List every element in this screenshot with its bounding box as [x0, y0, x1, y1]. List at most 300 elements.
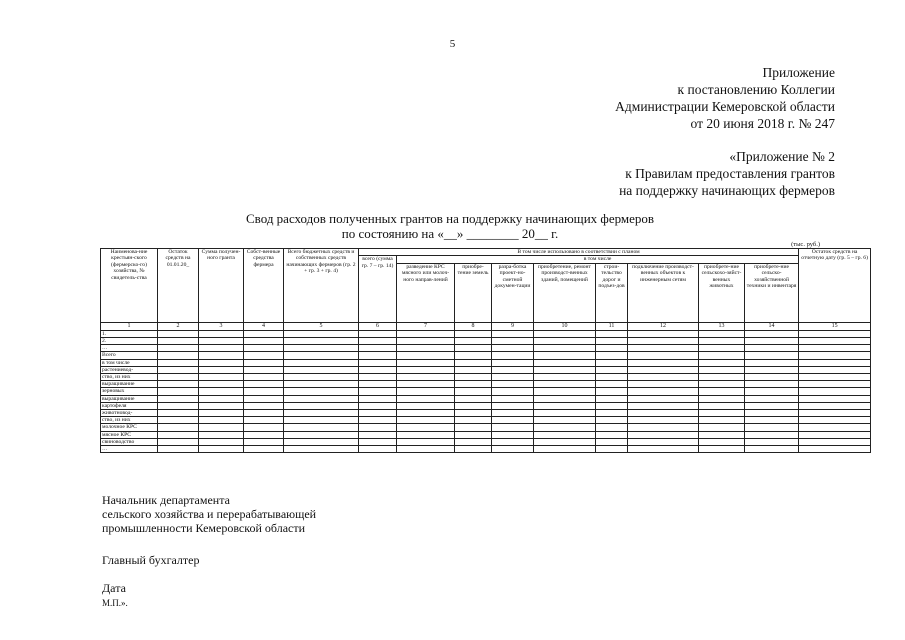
row-label: выращивание — [101, 395, 158, 402]
table-cell — [244, 431, 284, 438]
table-row — [101, 438, 871, 445]
table-cell — [596, 410, 628, 417]
table-cell — [699, 438, 745, 445]
table-cell — [799, 330, 871, 337]
column-number: 7 — [397, 322, 455, 330]
col-header-name: Наименова-ние крестьян-ского (фермерско-го) хозяйства, № свидетель-ства — [101, 249, 158, 323]
table-header-row — [101, 249, 871, 256]
table-cell — [745, 330, 799, 337]
table-cell — [397, 338, 455, 345]
column-number: 4 — [244, 322, 284, 330]
column-number: 9 — [492, 322, 534, 330]
table-cell — [699, 352, 745, 359]
table-row — [101, 395, 871, 402]
table-row — [101, 330, 871, 337]
sub-header-design: разра-ботка проект-но-сметной докумен-тации — [492, 263, 534, 322]
table-row — [101, 402, 871, 409]
table-cell — [628, 424, 699, 431]
table-cell — [158, 410, 199, 417]
table-cell — [699, 424, 745, 431]
table-cell — [284, 431, 359, 438]
table-cell — [199, 424, 244, 431]
table-cell — [455, 438, 492, 445]
table-cell — [596, 359, 628, 366]
table-cell — [596, 366, 628, 373]
table-cell — [455, 417, 492, 424]
table-cell — [158, 395, 199, 402]
table-cell — [397, 438, 455, 445]
table-cell — [455, 338, 492, 345]
table-cell — [199, 359, 244, 366]
row-label: мясное КРС — [101, 431, 158, 438]
table-cell — [799, 446, 871, 453]
table-cell — [359, 359, 397, 366]
table-cell — [628, 431, 699, 438]
column-number-row — [101, 322, 871, 330]
table-cell — [397, 352, 455, 359]
table-cell — [244, 417, 284, 424]
table-cell — [534, 395, 596, 402]
sub-header-cattle: разведение КРС мясного или молоч-ного направ-лений — [397, 263, 455, 322]
table-cell — [455, 366, 492, 373]
table-cell — [199, 395, 244, 402]
table-cell — [284, 381, 359, 388]
table-cell — [799, 395, 871, 402]
table-cell — [628, 330, 699, 337]
table-cell — [799, 388, 871, 395]
table-cell — [699, 381, 745, 388]
appendix-header — [475, 64, 835, 132]
table-cell — [158, 374, 199, 381]
table-cell — [455, 431, 492, 438]
table-cell — [158, 359, 199, 366]
head-title-line: промышленности Кемеровской области — [102, 521, 306, 535]
table-cell — [745, 410, 799, 417]
table-cell — [534, 424, 596, 431]
table-cell — [158, 381, 199, 388]
title-line-2: по состоянию на «__» ________ 20__ г. — [341, 226, 559, 241]
table-row — [101, 417, 871, 424]
col-header-total-funds: Всего бюджетных средств и собственных средств начинающих фермеров (гр. 2 + гр. 3 + гр. 4) — [284, 249, 359, 323]
table-cell — [745, 446, 799, 453]
table-cell — [596, 338, 628, 345]
table-cell — [397, 410, 455, 417]
table-cell — [284, 410, 359, 417]
table-cell — [284, 388, 359, 395]
table-cell — [534, 345, 596, 352]
table-cell — [158, 330, 199, 337]
table-cell — [158, 345, 199, 352]
table-cell — [492, 345, 534, 352]
row-label: 2. — [101, 338, 158, 345]
sub-header-machinery: приобрете-ние сельско-хозяйственной техники и инвентаря — [745, 263, 799, 322]
table-cell — [158, 438, 199, 445]
table-cell — [699, 402, 745, 409]
table-cell — [492, 402, 534, 409]
table-row — [101, 345, 871, 352]
table-cell — [799, 410, 871, 417]
table-cell — [596, 417, 628, 424]
table-cell — [745, 345, 799, 352]
table-cell — [284, 402, 359, 409]
table-cell — [745, 352, 799, 359]
subgroup-header: в том числе — [397, 256, 799, 263]
table-cell — [492, 431, 534, 438]
table-cell — [745, 359, 799, 366]
table-cell — [628, 345, 699, 352]
table-cell — [799, 352, 871, 359]
table-cell — [534, 417, 596, 424]
table-cell — [628, 359, 699, 366]
table-cell — [492, 381, 534, 388]
table-cell — [455, 330, 492, 337]
appendix-2-header — [475, 148, 835, 199]
table-cell — [799, 417, 871, 424]
sub-header-utilities: подключение производст-венных объектов к инженерным сетям — [628, 263, 699, 322]
table-cell — [359, 402, 397, 409]
table-cell — [244, 388, 284, 395]
table-cell — [359, 395, 397, 402]
table-cell — [534, 446, 596, 453]
table-cell — [628, 446, 699, 453]
date-label: Дата — [102, 581, 126, 595]
table-cell — [199, 402, 244, 409]
column-number: 3 — [199, 322, 244, 330]
table-cell — [397, 388, 455, 395]
table-cell — [799, 374, 871, 381]
table-cell — [284, 446, 359, 453]
table-cell — [359, 431, 397, 438]
table-cell — [745, 366, 799, 373]
table-cell — [284, 438, 359, 445]
table-cell — [397, 381, 455, 388]
table-cell — [359, 438, 397, 445]
table-cell — [628, 395, 699, 402]
table-cell — [397, 402, 455, 409]
head-title-line: Начальник департамента — [102, 493, 230, 507]
table-cell — [455, 381, 492, 388]
table-cell — [492, 338, 534, 345]
column-number: 2 — [158, 322, 199, 330]
table-cell — [492, 438, 534, 445]
sub-header-land: приобре-тение земель — [455, 263, 492, 322]
table-cell — [534, 374, 596, 381]
column-number: 14 — [745, 322, 799, 330]
expense-table — [100, 248, 871, 453]
table-cell — [534, 338, 596, 345]
table-cell — [455, 410, 492, 417]
table-cell — [359, 446, 397, 453]
row-label: молочное КРС — [101, 424, 158, 431]
table-cell — [492, 330, 534, 337]
table-cell — [699, 338, 745, 345]
table-row — [101, 424, 871, 431]
table-cell — [397, 345, 455, 352]
table-cell — [628, 417, 699, 424]
table-cell — [492, 417, 534, 424]
table-cell — [199, 366, 244, 373]
table-cell — [397, 395, 455, 402]
col-header-closing-balance: Остаток средств на отчетную дату (гр. 5 – гр. 6) — [799, 249, 871, 323]
table-cell — [799, 402, 871, 409]
table-cell — [158, 424, 199, 431]
table-cell — [699, 374, 745, 381]
table-cell — [699, 345, 745, 352]
appendix-2-line: «Приложение № 2 — [729, 149, 835, 164]
table-cell — [158, 352, 199, 359]
table-cell — [284, 366, 359, 373]
table-cell — [492, 388, 534, 395]
table-cell — [359, 366, 397, 373]
table-cell — [284, 330, 359, 337]
table-row — [101, 410, 871, 417]
table-cell — [455, 424, 492, 431]
column-number: 10 — [534, 322, 596, 330]
sub-header-total: всего (сумма гр. 7 – гр. 14) — [359, 256, 397, 322]
table-cell — [199, 330, 244, 337]
page-number: 5 — [449, 38, 456, 50]
table-cell — [199, 446, 244, 453]
table-cell — [455, 345, 492, 352]
table-cell — [534, 359, 596, 366]
row-label: зерновых — [101, 388, 158, 395]
table-cell — [699, 388, 745, 395]
table-cell — [534, 352, 596, 359]
table-cell — [492, 366, 534, 373]
table-cell — [628, 381, 699, 388]
group-header-used: В том числе использовано в соответствии с планом — [359, 249, 799, 256]
table-cell — [628, 388, 699, 395]
table-cell — [244, 352, 284, 359]
table-cell — [745, 338, 799, 345]
table-cell — [745, 381, 799, 388]
table-cell — [799, 366, 871, 373]
table-cell — [745, 438, 799, 445]
table-cell — [158, 446, 199, 453]
table-cell — [244, 410, 284, 417]
table-cell — [799, 381, 871, 388]
table-cell — [492, 395, 534, 402]
appendix-2-line: к Правилам предоставления грантов — [625, 166, 835, 181]
table-cell — [745, 395, 799, 402]
table-cell — [397, 424, 455, 431]
table-cell — [244, 395, 284, 402]
row-label: растениевод- — [101, 366, 158, 373]
table-cell — [455, 359, 492, 366]
table-cell — [158, 417, 199, 424]
table-row — [101, 381, 871, 388]
table-cell — [799, 438, 871, 445]
table-cell — [359, 424, 397, 431]
row-label: выращивание — [101, 381, 158, 388]
table-cell — [534, 402, 596, 409]
col-header-own-funds: Собст-венные средства фермера — [244, 249, 284, 323]
table-cell — [244, 359, 284, 366]
table-cell — [158, 338, 199, 345]
col-header-grant-amount: Сумма получен-ного гранта — [199, 249, 244, 323]
appendix-line: Администрации Кемеровской области — [615, 99, 835, 114]
table-cell — [628, 438, 699, 445]
table-cell — [492, 446, 534, 453]
table-cell — [745, 374, 799, 381]
row-label: свиноводство — [101, 438, 158, 445]
table-cell — [534, 410, 596, 417]
table-cell — [492, 359, 534, 366]
table-cell — [158, 366, 199, 373]
table-cell — [359, 338, 397, 345]
table-cell — [628, 352, 699, 359]
table-cell — [492, 352, 534, 359]
row-label: в том числе — [101, 359, 158, 366]
row-label: картофеля — [101, 402, 158, 409]
table-cell — [534, 438, 596, 445]
table-row — [101, 431, 871, 438]
table-cell — [799, 431, 871, 438]
table-cell — [244, 424, 284, 431]
row-label: Всего — [101, 352, 158, 359]
accountant-signature: Главный бухгалтер — [102, 553, 200, 567]
appendix-line: к постановлению Коллегии — [677, 82, 835, 97]
table-cell — [284, 374, 359, 381]
table-cell — [699, 330, 745, 337]
table-cell — [199, 381, 244, 388]
table-cell — [534, 381, 596, 388]
head-signature-block — [102, 493, 316, 535]
table-cell — [199, 417, 244, 424]
table-cell — [359, 388, 397, 395]
table-cell — [397, 374, 455, 381]
table-cell — [596, 424, 628, 431]
table-row — [101, 366, 871, 373]
table-row — [101, 446, 871, 453]
table-cell — [699, 395, 745, 402]
table-cell — [455, 374, 492, 381]
column-number: 6 — [359, 322, 397, 330]
column-number: 1 — [101, 322, 158, 330]
table-cell — [596, 345, 628, 352]
table-cell — [455, 402, 492, 409]
table-cell — [244, 338, 284, 345]
table-cell — [492, 374, 534, 381]
table-cell — [699, 410, 745, 417]
table-cell — [244, 402, 284, 409]
table-cell — [158, 388, 199, 395]
table-cell — [284, 395, 359, 402]
appendix-line: от 20 июня 2018 г. № 247 — [690, 116, 835, 131]
table-cell — [397, 359, 455, 366]
table-cell — [359, 410, 397, 417]
table-cell — [284, 359, 359, 366]
table-body — [101, 330, 871, 452]
table-row — [101, 352, 871, 359]
table-cell — [284, 352, 359, 359]
table-cell — [596, 330, 628, 337]
table-cell — [455, 395, 492, 402]
table-cell — [359, 374, 397, 381]
sub-header-animals: приобрете-ние сельскохо-зяйст-венных животных — [699, 263, 745, 322]
title-line-1: Свод расходов полученных грантов на поддержку начинающих фермеров — [245, 211, 655, 226]
table-cell — [284, 417, 359, 424]
table-cell — [199, 410, 244, 417]
table-cell — [699, 446, 745, 453]
table-cell — [199, 438, 244, 445]
table-cell — [699, 417, 745, 424]
table-cell — [596, 402, 628, 409]
col-header-opening-balance: Остаток средств на 01.01.20_ — [158, 249, 199, 323]
table-cell — [244, 330, 284, 337]
table-cell — [359, 330, 397, 337]
table-cell — [596, 431, 628, 438]
table-cell — [699, 431, 745, 438]
row-label: … — [101, 345, 158, 352]
table-cell — [397, 417, 455, 424]
table-cell — [596, 438, 628, 445]
table-cell — [244, 345, 284, 352]
sub-header-buildings: приобретение, ремонт производст-венных зданий, помещений — [534, 263, 596, 322]
table-cell — [699, 366, 745, 373]
table-cell — [284, 345, 359, 352]
row-label: животновод- — [101, 410, 158, 417]
table-cell — [199, 388, 244, 395]
table-cell — [397, 446, 455, 453]
row-label: ство, из них — [101, 374, 158, 381]
table-cell — [158, 431, 199, 438]
table-cell — [628, 366, 699, 373]
table-cell — [158, 402, 199, 409]
stamp-label: М.П.». — [102, 598, 128, 608]
table-cell — [244, 381, 284, 388]
unit-note: (тыс. руб.) — [791, 241, 820, 248]
table-cell — [799, 424, 871, 431]
table-cell — [455, 352, 492, 359]
table-cell — [628, 410, 699, 417]
table-cell — [199, 431, 244, 438]
table-cell — [199, 374, 244, 381]
table-cell — [596, 352, 628, 359]
table-cell — [284, 338, 359, 345]
row-label: ство, из них — [101, 417, 158, 424]
table-cell — [745, 424, 799, 431]
column-number: 8 — [455, 322, 492, 330]
row-label: 1. — [101, 330, 158, 337]
table-cell — [455, 446, 492, 453]
column-number: 5 — [284, 322, 359, 330]
table-cell — [492, 424, 534, 431]
table-cell — [244, 446, 284, 453]
table-cell — [596, 381, 628, 388]
table-cell — [534, 431, 596, 438]
table-cell — [628, 374, 699, 381]
document-title — [190, 211, 710, 241]
table-cell — [492, 410, 534, 417]
table-cell — [745, 417, 799, 424]
table-cell — [534, 330, 596, 337]
table-cell — [397, 330, 455, 337]
head-title-line: сельского хозяйства и перерабатывающей — [102, 507, 317, 521]
table-cell — [699, 359, 745, 366]
table-row — [101, 359, 871, 366]
column-number: 12 — [628, 322, 699, 330]
table-cell — [799, 345, 871, 352]
table-cell — [799, 338, 871, 345]
table-cell — [244, 366, 284, 373]
table-cell — [745, 388, 799, 395]
table-cell — [628, 402, 699, 409]
table-cell — [745, 431, 799, 438]
table-cell — [596, 395, 628, 402]
table-cell — [359, 417, 397, 424]
table-cell — [397, 366, 455, 373]
